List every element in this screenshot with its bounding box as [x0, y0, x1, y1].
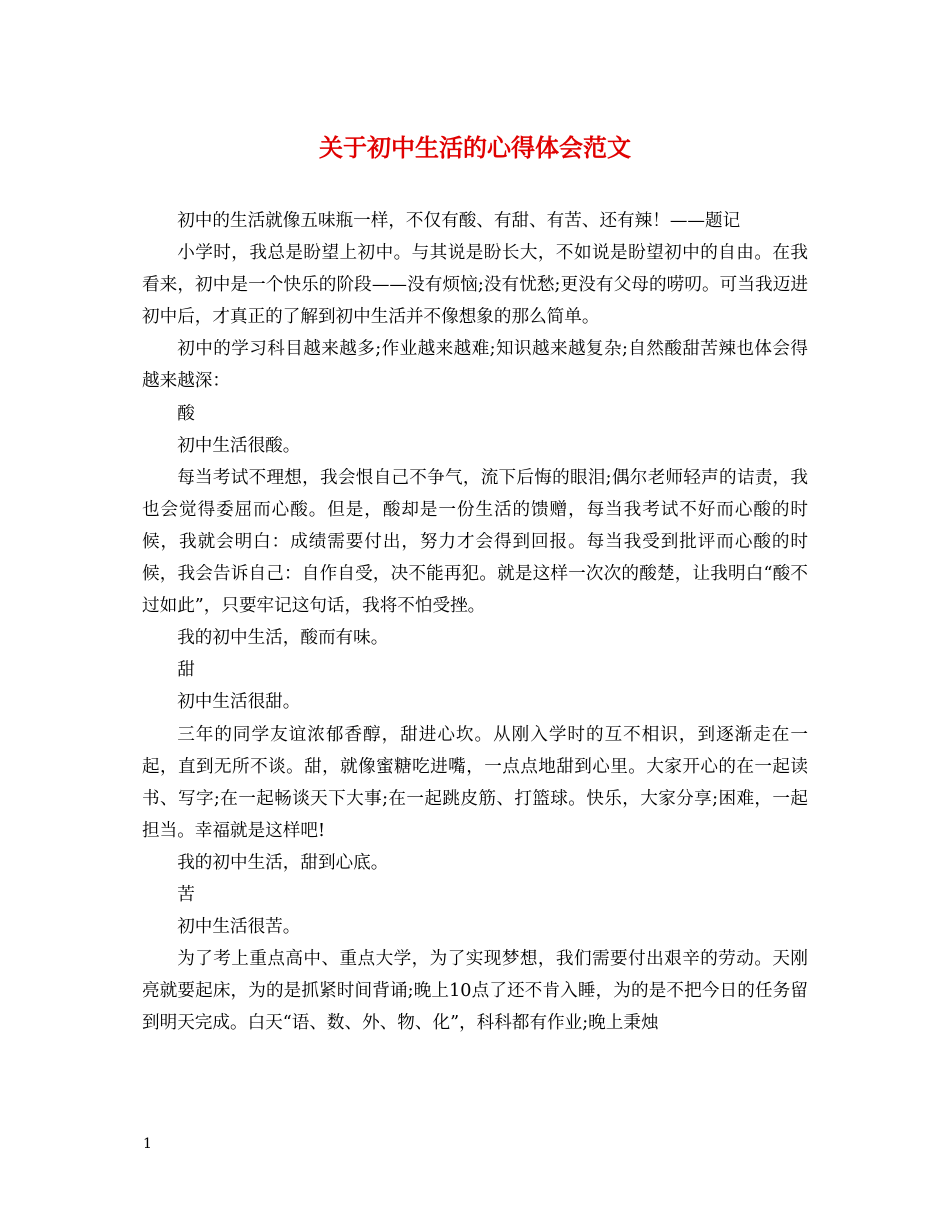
- paragraph: 我的初中生活，甜到心底。: [177, 852, 389, 873]
- paragraph: 为了考上重点高中、重点大学，为了实现梦想，我们需要付出艰辛的劳动。天刚亮就要起床，为的是抓紧时间背诵;晚上10点了还不肯入睡，为的是不把今日的任务留到明天完成。白天“语、数、外、物、化”，科科都有作业;晚上秉烛: [142, 949, 808, 1034]
- paragraph: 初中的学习科目越来越多;作业越来越难;知识越来越复杂;自然酸甜苦辣也体会得越来越深：: [142, 339, 808, 392]
- document-body: [142, 205, 808, 1039]
- paragraph: 每当考试不理想，我会恨自己不争气，流下后悔的眼泪;偶尔老师轻声的诘责，我也会觉得委屈而心酸。但是，酸却是一份生活的馈赠，每当我考试不好而心酸的时候，我就会明白：成绩需要付出，努力才会得到回报。每当我受到批评而心酸的时候，我会告诉自己：自作自受，决不能再犯。就是这样一次次的酸楚，让我明白“酸不过如此”，只要牢记这句话，我将不怕受挫。: [142, 467, 808, 617]
- paragraph: 三年的同学友谊浓郁香醇，甜进心坎。从刚入学时的互不相识，到逐渐走在一起，直到无所不谈。甜，就像蜜糖吃进嘴，一点点地甜到心里。大家开心的在一起读书、写字;在一起畅谈天下大事;在一起跳皮筋、打篮球。快乐，大家分享;困难，一起担当。幸福就是这样吧!: [142, 724, 808, 841]
- paragraph: 初中的生活就像五味瓶一样，不仅有酸、有甜、有苦、还有辣！——题记: [177, 211, 741, 231]
- section-heading-sour: 酸: [177, 403, 195, 424]
- paragraph: 初中生活很苦。: [177, 917, 301, 938]
- paragraph: 初中生活很甜。: [177, 692, 301, 713]
- document-title: 关于初中生活的心得体会范文: [319, 133, 631, 162]
- paragraph: 初中生活很酸。: [177, 435, 301, 456]
- paragraph: 我的初中生活，酸而有味。: [177, 628, 389, 649]
- paragraph: 小学时，我总是盼望上初中。与其说是盼长大，不如说是盼望初中的自由。在我看来，初中是一个快乐的阶段——没有烦恼;没有忧愁;更没有父母的唠叨。可当我迈进初中后，才真正的了解到初中生活并不像想象的那么简单。: [142, 243, 808, 328]
- section-heading-sweet: 甜: [177, 660, 195, 681]
- page-number: 1: [143, 1136, 152, 1152]
- section-heading-bitter: 苦: [177, 884, 195, 905]
